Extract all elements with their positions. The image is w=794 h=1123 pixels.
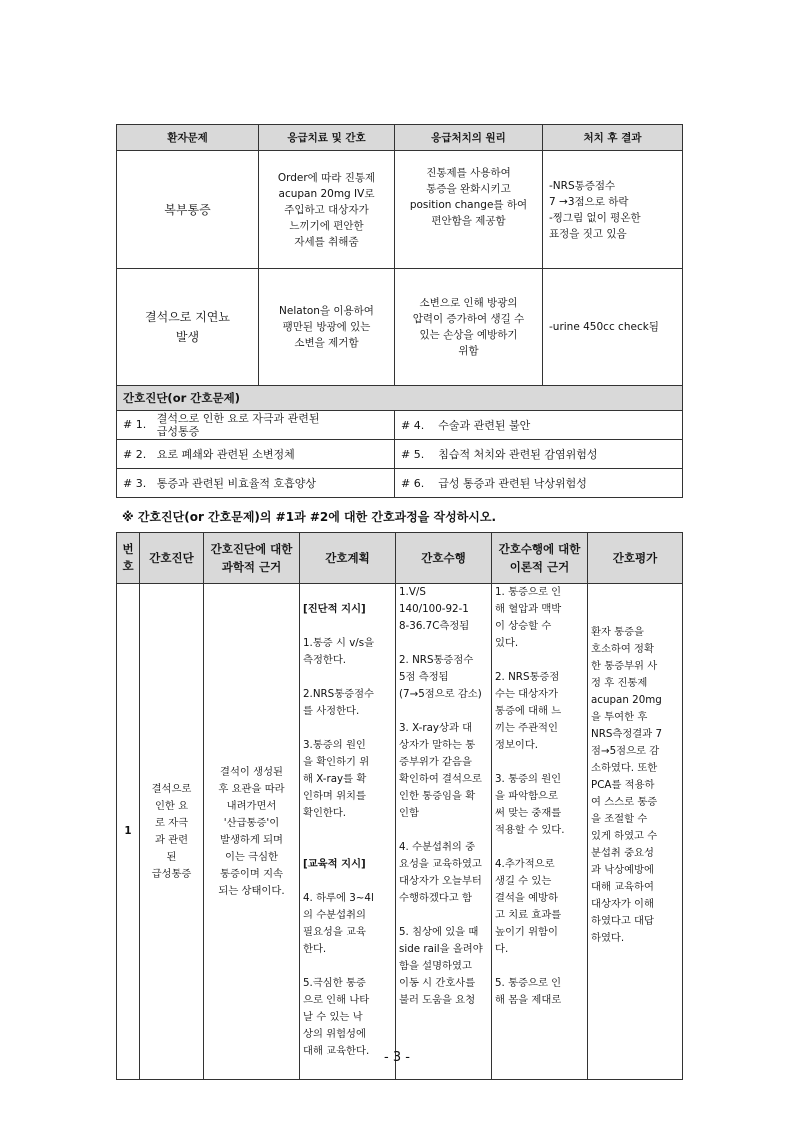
row-number: 1: [117, 584, 140, 1080]
table-row: [117, 584, 683, 1080]
action-cell: 1.V/S 140/100-92-1 8-36.7C측정됨 2. NRS통증점수 5점 측정됨 (7→5점으로 감소) 3. X-ray상과 대 상자가 말하는 통 증부위가 같음을 확인하여 결석으로 인한 통증임을 확 인함 4. 수분섭취의 중 요성을 교육하였고 대상자가 오늘부터 수행하겠다고 함 5. 침상에 있을 때 side rail을 올려야 함을 설명하였고 이동 시 간호사를 불러 도움을 요청: [396, 584, 492, 1080]
nursing-process-table: [116, 532, 683, 1080]
instruction-text: ※ 간호진단(or 간호문제)의 #1과 #2에 대한 간호과정을 작성하시오.: [122, 510, 497, 524]
table-row: [117, 151, 683, 269]
header-number: 번 호: [117, 533, 140, 584]
plan-education-text: 4. 하루에 3~4l 의 수분섭취의 필요성을 교육 한다. 5.극심한 통증 으로 인해 나타 날 수 있는 낙 상의 위험성에 대해 교육한다.: [303, 892, 374, 1057]
plan-heading-education: [교육적 지시]: [303, 858, 366, 870]
treatment-cell: Order에 따라 진통제 acupan 20mg IV로 주입하고 대상자가 느끼기에 편안한 자세를 취해줌: [259, 151, 395, 269]
page-number: - 3 -: [384, 1050, 410, 1065]
basis-cell: 결석이 생성된 후 요관을 따라 내려가면서 '산급통증'이 발생하게 되며 이는 극심한 통증이며 지속 되는 상태이다.: [204, 584, 300, 1080]
diagnosis-item: # 5. 침습적 처치와 관련된 감염위험성: [395, 440, 683, 469]
diagnosis-title: 간호진단(or 간호문제): [117, 386, 683, 411]
table-row: [117, 269, 683, 386]
diagnosis-item: # 6. 급성 통증과 관련된 낙상위험성: [395, 469, 683, 498]
header-diagnosis: 간호진단: [140, 533, 204, 584]
header-result: 처치 후 결과: [543, 125, 683, 151]
treatment-cell: Nelaton을 이용하여 팽만된 방광에 있는 소변을 제거함: [259, 269, 395, 386]
theory-cell: 1. 통증으로 인 해 혈압과 맥박 이 상승할 수 있다. 2. NRS통증점 수는 대상자가 통증에 대해 느 끼는 주관적인 정보이다. 3. 통증의 원인 을 파악함으로 써 맞는 중재를 적용할 수 있다. 4.추가적으로 생길 수 있는 결석을 예방하 고 치료 효과를 높이기 위함이 다. 5. 통증으로 인 해 몸을 제대로: [492, 584, 588, 1080]
emergency-care-table: [116, 124, 683, 386]
header-basis: 간호진단에 대한 과학적 근거: [204, 533, 300, 584]
principle-cell: 소변으로 인해 방광의 압력이 증가하여 생길 수 있는 손상을 예방하기 위함: [395, 269, 543, 386]
diagnosis-item: # 1. 결석으로 인한 요로 자극과 관련된 급성통증: [117, 411, 395, 440]
result-cell: -NRS통증점수 7 →3점으로 하락 -찡그림 없이 평온한 표정을 짓고 있음: [543, 151, 683, 269]
evaluation-cell: 환자 통증을 호소하여 정확 한 통증부위 사 정 후 진통제 acupan 20mg 을 투여한 후 NRS측정결과 7 점→5점으로 감 소하였다. 또한 PCA를 적용하 여 스스로 통증 을 조절할 수 있게 하였고 수 분섭취 중요성 과 낙상예방에 대해 교육하여 대상자가 이해 하였다고 대답 하였다.: [588, 584, 683, 1080]
header-action: 간호수행: [396, 533, 492, 584]
problem-cell: 복부통증: [117, 151, 259, 269]
header-problem: 환자문제: [117, 125, 259, 151]
result-cell: -urine 450cc check됨: [543, 269, 683, 386]
header-treatment: 응급치료 및 간호: [259, 125, 395, 151]
principle-cell: 진통제를 사용하여 통증을 완화시키고 position change를 하여 편안함을 제공함: [395, 151, 543, 269]
diagnosis-table: [116, 385, 683, 498]
header-plan: 간호계획: [300, 533, 396, 584]
plan-diagnostic-text: 1.통증 시 v/s을 측정한다. 2.NRS통증점수 를 사정한다. 3.통증의 원인 을 확인하기 위 해 X-ray를 확 인하며 위치를 확인한다.: [303, 637, 375, 819]
header-principle: 응급처치의 원리: [395, 125, 543, 151]
header-theory: 간호수행에 대한 이론적 근거: [492, 533, 588, 584]
diagnosis-cell: 결석으로 인한 요 로 자극 과 관련 된 급성통증: [140, 584, 204, 1080]
diagnosis-item: # 3. 통증과 관련된 비효율적 호흡양상: [117, 469, 395, 498]
header-evaluation: 간호평가: [588, 533, 683, 584]
plan-cell: [300, 584, 396, 1080]
diagnosis-item: # 4. 수술과 관련된 불안: [395, 411, 683, 440]
plan-heading-diagnostic: [진단적 지시]: [303, 603, 366, 615]
problem-cell: 결석으로 지연뇨 발생: [117, 269, 259, 386]
diagnosis-item: # 2. 요로 폐쇄와 관련된 소변정체: [117, 440, 395, 469]
